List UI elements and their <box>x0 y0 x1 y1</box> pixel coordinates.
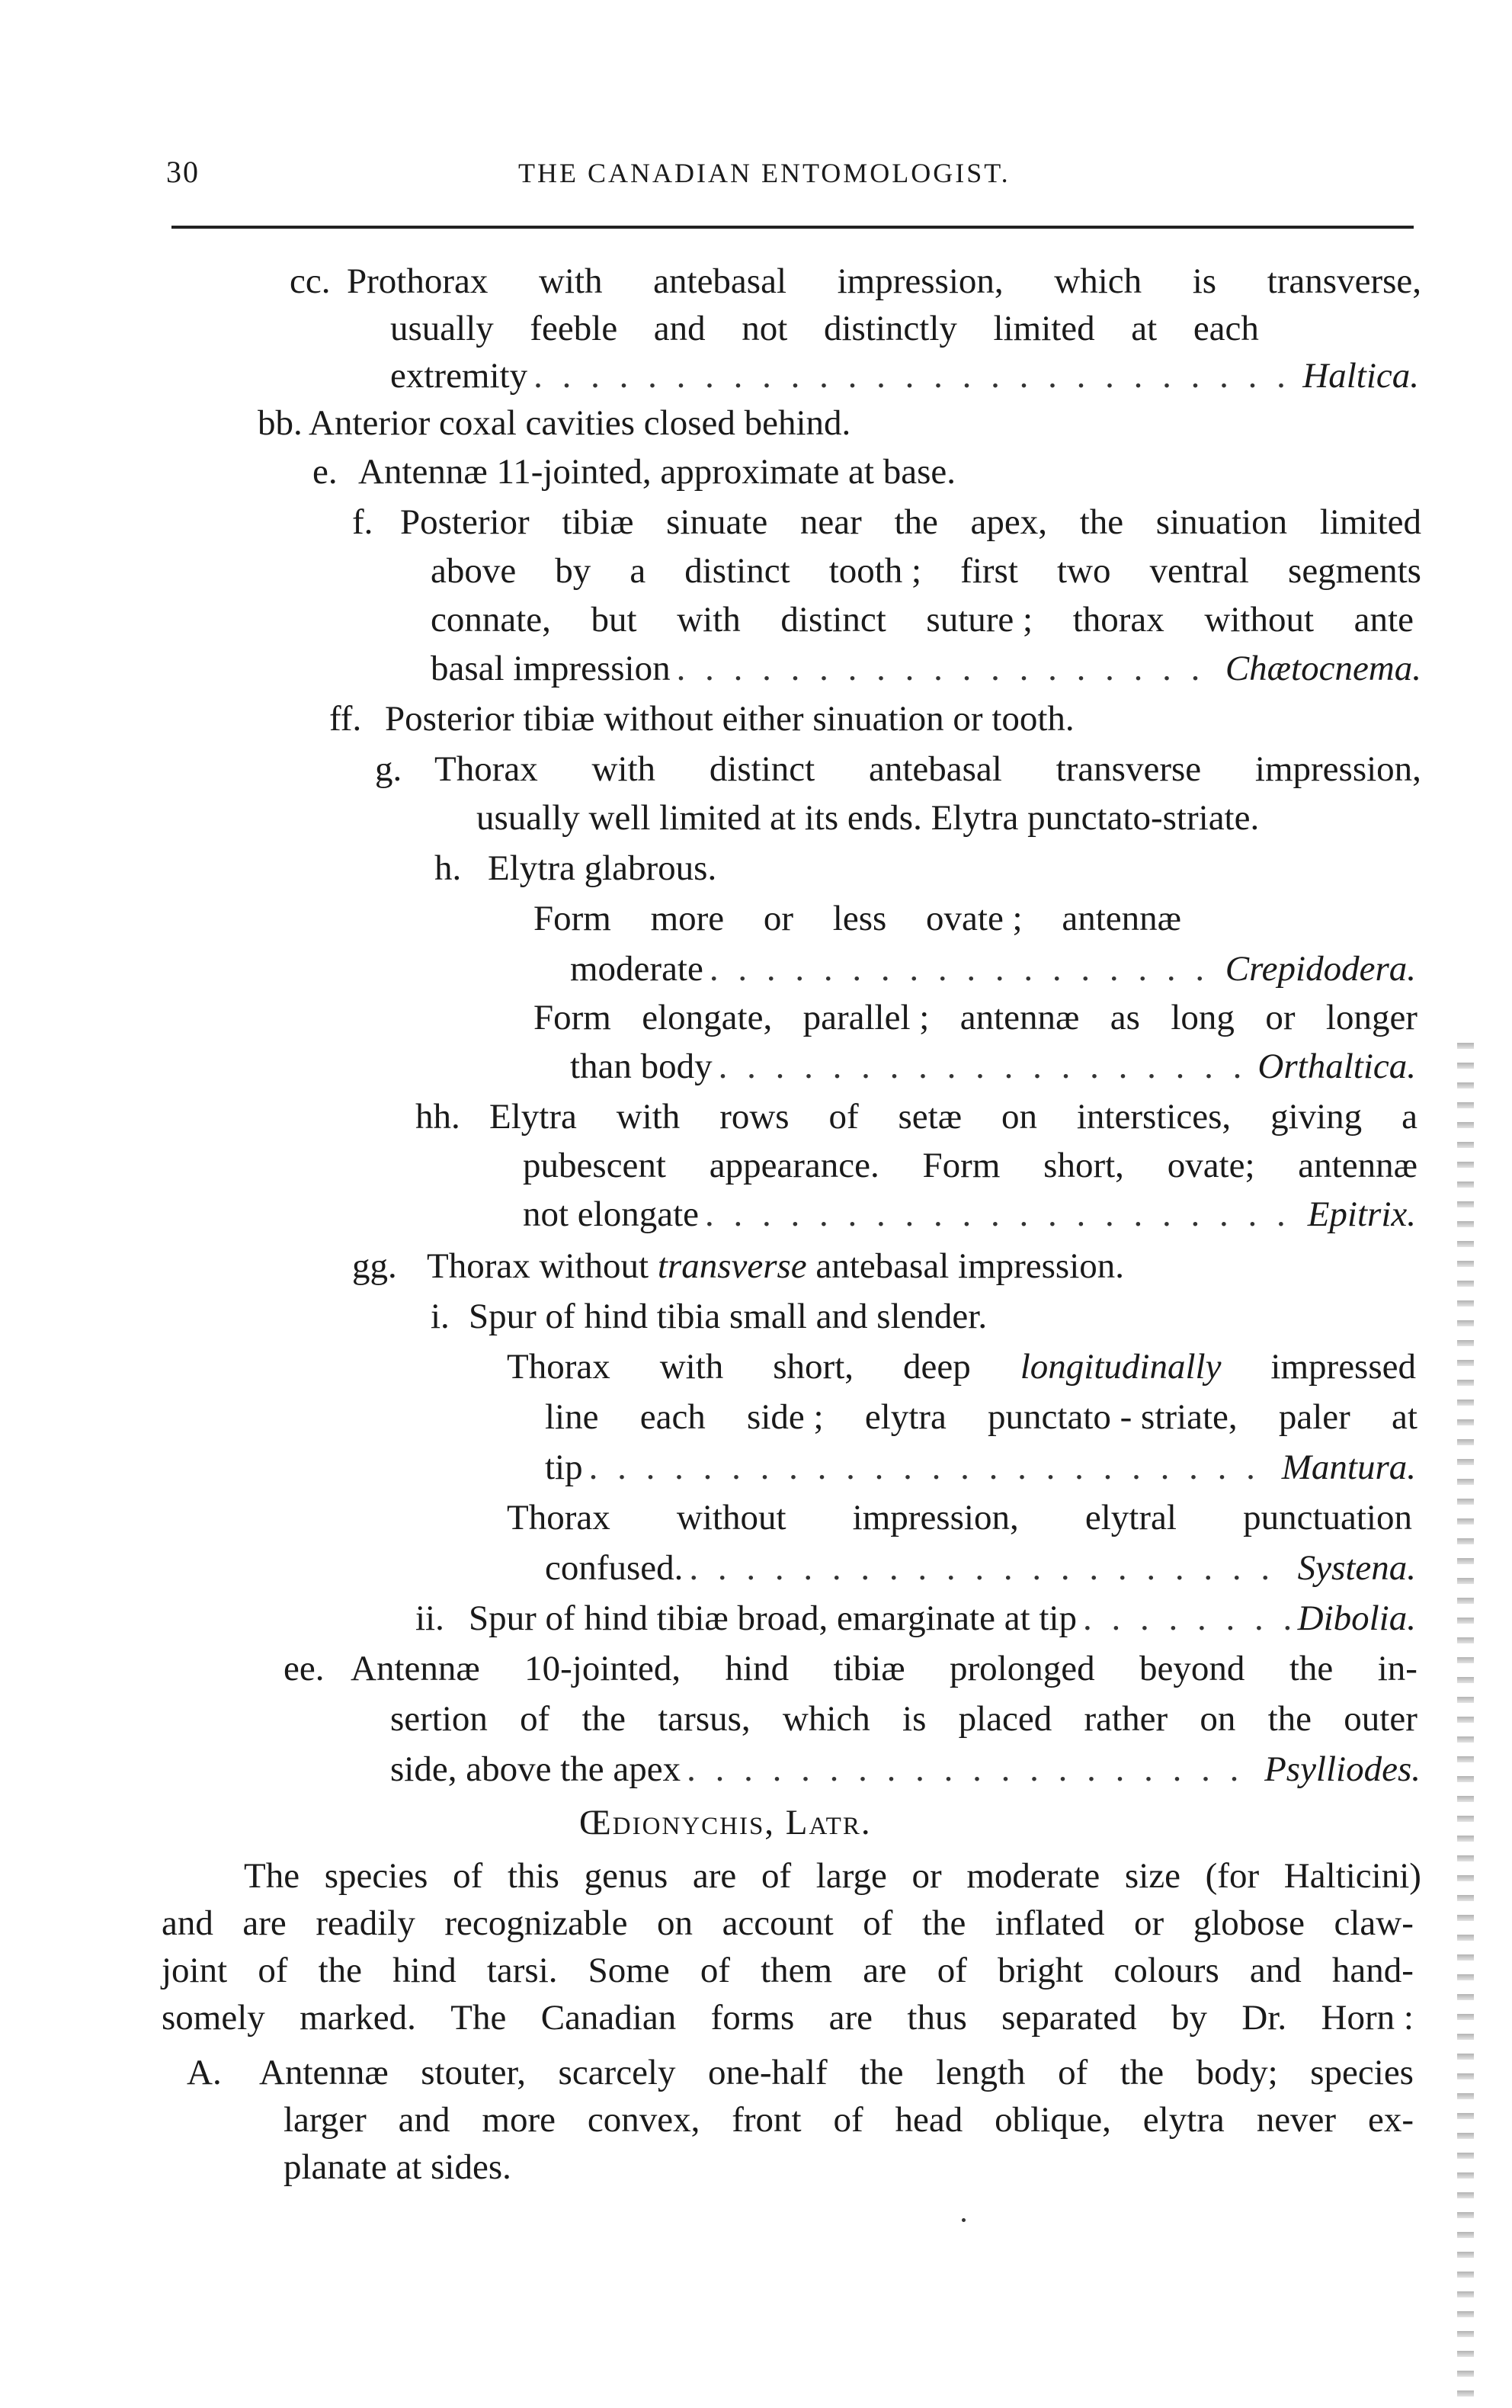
word: Canadian <box>540 1998 677 2038</box>
word: impression, <box>852 1498 1019 1537</box>
word: Thorax <box>434 749 538 789</box>
word: apex, <box>970 502 1048 542</box>
word: each <box>1193 309 1259 348</box>
dot-leader <box>677 646 1219 691</box>
paragraph-line1 <box>244 1854 1421 1898</box>
key-A-line3: planate at sides. <box>284 2147 511 2187</box>
key-f-line2 <box>431 549 1421 593</box>
key-hh-line2 <box>523 1143 1418 1188</box>
word: tibiæ <box>833 1649 905 1688</box>
word: elytra <box>864 1397 947 1437</box>
word: forms <box>710 1998 795 2038</box>
key-h-opt1-line1 <box>533 896 1181 941</box>
word: ovate ; <box>926 899 1023 938</box>
scan-edge-artifact <box>1457 1029 1474 2401</box>
word: sinuation <box>1155 502 1288 542</box>
genus-name: Haltica. <box>1302 356 1419 396</box>
key-cc-marker: cc. <box>290 261 331 301</box>
key-i-opt1-line3 <box>545 1445 1416 1489</box>
dot-leader <box>719 1044 1252 1089</box>
word: is <box>1192 261 1217 301</box>
key-i-opt1-line1 <box>507 1345 1416 1389</box>
key-e-marker: e. <box>312 452 338 492</box>
word: sertion <box>390 1699 488 1739</box>
word: by <box>555 551 591 591</box>
word: The <box>244 1856 300 1896</box>
genus-name: Chætocnema. <box>1225 649 1421 688</box>
word: elytra <box>1142 2100 1225 2140</box>
key-f-marker: f. <box>352 502 373 542</box>
word: more <box>482 2100 556 2140</box>
dot-leader <box>687 1747 1258 1791</box>
word: Thorax <box>507 1498 610 1537</box>
key-h-opt1-line2 <box>570 947 1416 991</box>
word: the <box>1120 2053 1164 2092</box>
word: but <box>591 600 637 640</box>
word: are <box>242 1903 287 1943</box>
word: and <box>1249 1951 1302 1990</box>
word: genus <box>584 1856 668 1896</box>
word: on <box>1200 1699 1236 1739</box>
key-gg-marker: gg. <box>352 1246 397 1286</box>
word: convex, <box>587 2100 700 2140</box>
word: punctuation <box>1243 1498 1412 1537</box>
key-bb-marker: bb. <box>258 403 303 443</box>
word: Elytra <box>489 1097 577 1137</box>
word: are <box>692 1856 737 1896</box>
word: of <box>761 1856 792 1896</box>
key-gg-text <box>427 1244 1124 1288</box>
word: hind <box>725 1649 790 1688</box>
word: impression, <box>1254 749 1421 789</box>
word: this <box>507 1856 559 1896</box>
word: Form <box>533 899 611 938</box>
dot-leader <box>689 1546 1291 1590</box>
key-g-marker: g. <box>375 749 402 789</box>
word: The <box>450 1998 507 2038</box>
genus-name: Psylliodes. <box>1264 1749 1421 1789</box>
word: the <box>1289 1649 1334 1688</box>
word: outer <box>1344 1699 1418 1739</box>
word: (for <box>1205 1856 1260 1896</box>
word-italic: longitudinally <box>1020 1347 1222 1387</box>
word: of <box>937 1951 967 1990</box>
word: with <box>538 261 603 301</box>
word: distinct <box>709 749 815 789</box>
running-head: THE CANADIAN ENTOMOLOGIST. <box>518 158 1011 188</box>
word: of <box>863 1903 893 1943</box>
word: longer <box>1325 998 1418 1037</box>
word: one-half <box>708 2053 828 2092</box>
key-i-opt2-text: confused. <box>545 1548 684 1588</box>
key-gg-text-italic: transverse <box>657 1246 807 1286</box>
word: antebasal <box>868 749 1002 789</box>
word: body; <box>1196 2053 1278 2092</box>
word: or <box>1265 998 1296 1037</box>
key-ee-line3 <box>390 1747 1421 1791</box>
word: short, <box>773 1347 854 1387</box>
dot-leader <box>705 1192 1302 1236</box>
word: distinct <box>684 551 790 591</box>
word: the <box>581 1699 626 1739</box>
key-f-line3 <box>431 598 1414 642</box>
key-h-opt2-line1 <box>533 996 1418 1040</box>
word: more <box>650 899 725 938</box>
word: two <box>1056 551 1111 591</box>
word: limited <box>993 309 1095 348</box>
paragraph-line2 <box>162 1901 1414 1945</box>
word: tooth ; <box>828 551 922 591</box>
key-i-opt2-line1 <box>507 1496 1412 1540</box>
header-rule <box>171 226 1414 229</box>
word: somely <box>162 1998 265 2038</box>
word: with <box>591 749 656 789</box>
key-cc-line3 <box>390 354 1419 398</box>
key-hh-text: not elongate <box>523 1194 700 1234</box>
word: of <box>700 1951 730 1990</box>
word: stouter, <box>421 2053 527 2092</box>
word: are <box>828 1998 873 2038</box>
word: tarsi. <box>486 1951 558 1990</box>
key-cc-line1 <box>347 259 1421 303</box>
dot-leader <box>589 1445 1276 1489</box>
key-ii-text: Spur of hind tibiæ broad, emarginate at tip <box>469 1598 1077 1638</box>
word: and <box>653 309 706 348</box>
word: Antennæ <box>351 1649 480 1688</box>
word: 10-jointed, <box>524 1649 681 1688</box>
key-i-text: Spur of hind tibia small and slender. <box>469 1297 988 1336</box>
key-f-text: basal impression <box>431 649 671 688</box>
word: of <box>833 2100 863 2140</box>
key-cc-line2 <box>390 306 1259 351</box>
word: ventral <box>1149 551 1249 591</box>
word: first <box>960 551 1018 591</box>
word: on <box>1001 1097 1037 1137</box>
section-heading: Œdionychis, Latr. <box>579 1803 872 1842</box>
word: distinctly <box>823 309 957 348</box>
scan-speck <box>962 2218 966 2222</box>
word: Halticini) <box>1283 1856 1421 1896</box>
word: hand- <box>1331 1951 1414 1990</box>
word: antebasal <box>653 261 787 301</box>
word: not <box>742 309 788 348</box>
word: are <box>863 1951 907 1990</box>
word: of <box>453 1856 483 1896</box>
word: setæ <box>898 1097 963 1137</box>
word: pubescent <box>523 1146 666 1185</box>
genus-name: Epitrix. <box>1307 1194 1416 1234</box>
word: deep <box>903 1347 971 1387</box>
word: at <box>1131 309 1158 348</box>
word: less <box>832 899 887 938</box>
word: tibiæ <box>562 502 634 542</box>
key-e-text: Antennæ 11-jointed, approximate at base. <box>358 452 956 492</box>
key-i-opt1-line2 <box>545 1395 1418 1439</box>
word: and <box>162 1903 213 1943</box>
key-g-line1 <box>434 747 1421 791</box>
word: paler <box>1278 1397 1350 1437</box>
word: recognizable <box>444 1903 628 1943</box>
word: the <box>318 1951 363 1990</box>
key-A-line1 <box>259 2050 1414 2095</box>
key-ee-text: side, above the apex <box>390 1749 681 1789</box>
word: of <box>258 1951 288 1990</box>
key-g-line2: usually well limited at its ends. Elytra punctato-striate. <box>476 798 1260 838</box>
word: the <box>860 2053 904 2092</box>
word: on <box>657 1903 694 1943</box>
key-ff-text: Posterior tibiæ without either sinuation or tooth. <box>385 699 1075 739</box>
key-f-line1 <box>400 500 1421 544</box>
genus-name: Orthaltica. <box>1257 1047 1416 1086</box>
paragraph-line4 <box>162 1996 1414 2040</box>
word: hind <box>392 1951 456 1990</box>
word: claw- <box>1334 1903 1414 1943</box>
word: antennæ <box>1298 1146 1418 1185</box>
page-number: 30 <box>166 155 200 189</box>
key-f-line4 <box>431 646 1421 691</box>
word: Horn : <box>1321 1998 1414 2038</box>
word: tarsus, <box>658 1699 751 1739</box>
word: colours <box>1113 1951 1219 1990</box>
word: Prothorax <box>347 261 489 301</box>
word: transverse, <box>1267 261 1421 301</box>
word: head <box>895 2100 963 2140</box>
word: prolonged <box>950 1649 1095 1688</box>
key-ii-marker: ii. <box>415 1598 444 1638</box>
word: elytral <box>1084 1498 1177 1537</box>
key-i-marker: i. <box>431 1297 450 1336</box>
word: suture ; <box>926 600 1033 640</box>
word: species <box>324 1856 428 1896</box>
word: thorax <box>1072 600 1164 640</box>
genus-name: Dibolia. <box>1297 1598 1416 1638</box>
word: usually <box>390 309 494 348</box>
word: marked. <box>300 1998 416 2038</box>
word: of <box>828 1097 859 1137</box>
word: front <box>732 2100 802 2140</box>
word: limited <box>1319 502 1421 542</box>
word: never <box>1256 2100 1337 2140</box>
genus-name: Mantura. <box>1281 1448 1416 1487</box>
word: is <box>902 1699 927 1739</box>
key-A-marker: A. <box>187 2053 222 2092</box>
word: thus <box>907 1998 967 2038</box>
key-ii-line <box>469 1596 1416 1640</box>
dot-leader <box>1083 1596 1292 1640</box>
key-i-opt2-line2 <box>545 1546 1416 1590</box>
word: ante <box>1353 600 1414 640</box>
word: segments <box>1288 551 1421 591</box>
word: species <box>1310 2053 1414 2092</box>
key-h-text: Elytra glabrous. <box>488 848 717 888</box>
word: in- <box>1377 1649 1418 1688</box>
word: or <box>1134 1903 1164 1943</box>
word: or <box>911 1856 942 1896</box>
word: with <box>616 1097 681 1137</box>
word: near <box>799 502 862 542</box>
word: Antennæ <box>259 2053 389 2092</box>
word: short, <box>1043 1146 1124 1185</box>
word: larger <box>284 2100 367 2140</box>
word: readily <box>316 1903 415 1943</box>
word: placed <box>958 1699 1052 1739</box>
key-ff-marker: ff. <box>329 699 362 739</box>
word: antennæ <box>1062 899 1181 938</box>
word: long <box>1171 998 1235 1037</box>
word: antennæ <box>959 998 1080 1037</box>
word: appearance. <box>709 1146 879 1185</box>
word: or <box>763 899 794 938</box>
word: with <box>659 1347 724 1387</box>
word: giving <box>1270 1097 1363 1137</box>
word: above <box>431 551 517 591</box>
word: size <box>1124 1856 1180 1896</box>
key-gg-text-a: Thorax without <box>427 1246 658 1286</box>
genus-name: Crepidodera. <box>1225 949 1416 989</box>
word: Form <box>922 1146 1001 1185</box>
word: sinuate <box>666 502 768 542</box>
word: length <box>936 2053 1026 2092</box>
word: a <box>629 551 646 591</box>
word: Form <box>533 998 611 1037</box>
word: rows <box>719 1097 790 1137</box>
word: Posterior <box>400 502 530 542</box>
word: and <box>398 2100 450 2140</box>
key-h-opt1-text: moderate <box>570 949 703 989</box>
word: which <box>1054 261 1142 301</box>
word: which <box>782 1699 870 1739</box>
word: globose <box>1193 1903 1305 1943</box>
word: the <box>1079 502 1124 542</box>
paragraph-line3 <box>162 1948 1414 1993</box>
word: connate, <box>431 600 551 640</box>
key-hh-line1 <box>489 1095 1418 1139</box>
word: as <box>1110 998 1140 1037</box>
word: a <box>1401 1097 1418 1137</box>
word: without <box>676 1498 786 1537</box>
word: line <box>545 1397 599 1437</box>
word: side ; <box>747 1397 824 1437</box>
word: beyond <box>1139 1649 1245 1688</box>
word: separated <box>1001 1998 1137 2038</box>
dot-leader <box>710 947 1219 991</box>
word: impressed <box>1270 1347 1416 1387</box>
word: with <box>677 600 741 640</box>
word: transverse <box>1056 749 1202 789</box>
word: without <box>1204 600 1315 640</box>
key-hh-line3 <box>523 1192 1416 1236</box>
word: inflated <box>995 1903 1105 1943</box>
word: scarcely <box>558 2053 676 2092</box>
key-ee-line1 <box>351 1646 1418 1691</box>
key-h-opt2-text: than body <box>570 1047 713 1086</box>
key-A-line2 <box>284 2098 1414 2142</box>
word: the <box>1267 1699 1312 1739</box>
word: bright <box>997 1951 1084 1990</box>
word: ovate; <box>1167 1146 1255 1185</box>
word: account <box>722 1903 834 1943</box>
word: punctato - striate, <box>988 1397 1238 1437</box>
word: ex- <box>1367 2100 1414 2140</box>
word: them <box>761 1951 833 1990</box>
key-ee-line2 <box>390 1697 1418 1741</box>
key-bb-text: Anterior coxal cavities closed behind. <box>309 403 851 443</box>
key-gg-text-b: antebasal impression. <box>806 1246 1125 1286</box>
dot-leader <box>533 354 1296 398</box>
word: of <box>520 1699 550 1739</box>
word: Thorax <box>507 1347 610 1387</box>
page-header <box>0 154 1512 200</box>
key-hh-marker: hh. <box>415 1097 460 1137</box>
word: distinct <box>780 600 886 640</box>
word: the <box>894 502 938 542</box>
key-ee-marker: ee. <box>284 1649 325 1688</box>
word: moderate <box>966 1856 1100 1896</box>
word: interstices, <box>1076 1097 1232 1137</box>
word: feeble <box>530 309 618 348</box>
word: parallel ; <box>802 998 930 1037</box>
word: Some <box>588 1951 670 1990</box>
key-i-opt1-text: tip <box>545 1448 583 1487</box>
key-h-marker: h. <box>434 848 462 888</box>
key-h-opt2-line2 <box>570 1044 1416 1089</box>
word: joint <box>162 1951 228 1990</box>
word: the <box>921 1903 966 1943</box>
word: at <box>1392 1397 1418 1437</box>
word: rather <box>1084 1699 1168 1739</box>
word: elongate, <box>642 998 773 1037</box>
word: Dr. <box>1241 1998 1287 2038</box>
genus-name: Systena. <box>1297 1548 1416 1588</box>
word: large <box>815 1856 887 1896</box>
word: each <box>639 1397 706 1437</box>
word: impression, <box>837 261 1004 301</box>
key-cc-text: extremity <box>390 356 528 396</box>
word: oblique, <box>995 2100 1111 2140</box>
word: of <box>1058 2053 1088 2092</box>
word: by <box>1171 1998 1208 2038</box>
